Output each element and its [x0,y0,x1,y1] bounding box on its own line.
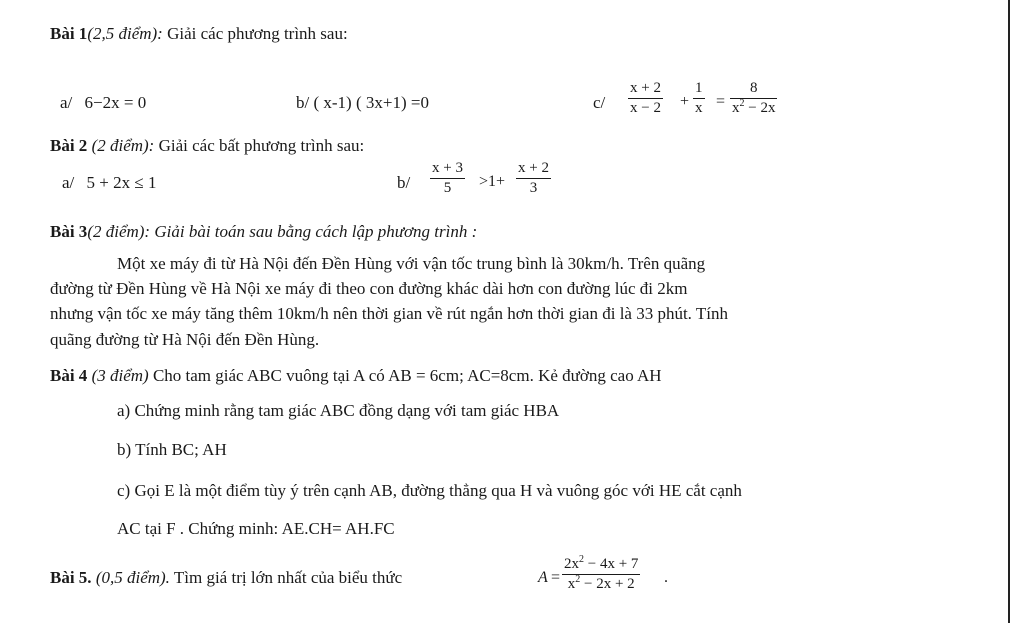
fraction-bar [693,98,705,99]
bai1-c-fraction-3 [730,80,777,117]
bai2-a [62,173,156,193]
bai3-heading-italic: (2 điểm): Giải bài toán sau bằng cách lập phương trình : [87,222,478,241]
bai4-part-a: a) Chứng minh rằng tam giác ABC đồng dạng với tam giác HBA [117,401,560,420]
bai2-b-f2-denominator: 3 [529,180,538,196]
bai4-part-c-line-2: AC tại F . Chứng minh: AE.CH= AH.FC [117,519,395,538]
fraction-bar [730,98,777,99]
fraction-bar [430,178,465,179]
bai1-b [296,93,429,113]
bai1-c-f2-denominator: x [695,100,703,116]
bai5-lhs: A [538,569,548,586]
bai1-points: (2,5 điểm): [87,24,163,43]
bai1-heading [50,24,348,44]
bai5-fraction [562,556,640,593]
bai3-heading [50,222,477,242]
bai5-num-exponent: 2 [579,554,584,565]
bai2-b-f1-numerator: x + 3 [432,160,463,176]
bai5-denominator [566,576,637,593]
bai1-b-equation: ( x-1) ( 3x+1) =0 [313,93,429,112]
bai5-den-exponent: 2 [575,574,581,585]
bai3-label: Bài 3 [50,222,88,241]
bai2-points: (2 điểm): [91,136,155,155]
page-edge-rule [1008,0,1010,623]
bai4-part-c-line-1: c) Gọi E là một điểm tùy ý trên cạnh AB, đường thẳng qua H và vuông góc với HE cắt cạnh [117,481,742,500]
bai5-numerator [562,556,640,573]
bai5-equals: = [551,569,561,586]
bai1-instruction: Giải các phương trình sau: [162,24,348,43]
bai2-instruction: Giải các bất phương trình sau: [154,136,365,155]
bai3-line-4: quãng đường từ Hà Nội đến Đền Hùng. [50,330,320,349]
bai4-intro: Cho tam giác ABC vuông tại A có AB = 6cm; AC=8cm. Kẻ đường cao AH [148,366,662,385]
bai1-c-f3-den-exponent: 2 [739,98,745,109]
bai1-c-f1-numerator: x + 2 [630,80,661,96]
bai2-a-label: a/ [62,173,75,192]
bai1-c-fraction-1 [628,80,663,117]
bai5-den-a: x [567,576,576,592]
bai2-b-fraction-1 [430,160,465,197]
bai2-heading [50,136,364,156]
bai4-label: Bài 4 [50,366,88,385]
bai1-c-f3-numerator: 8 [749,80,758,96]
bai2-b-f2-numerator: x + 2 [518,160,549,176]
bai1-a [60,93,146,113]
bai5-num-rest: − 4x + 7 [584,556,639,572]
fraction-bar [516,178,551,179]
bai1-c-fraction-2 [693,80,705,117]
bai5-heading [50,568,402,588]
bai5-label: Bài 5. [50,568,92,587]
bai1-b-label: b/ [296,93,310,112]
bai1-c-f3-denominator [730,100,777,117]
bai2-b-label: b/ [397,173,411,192]
bai2-b-f1-denominator: 5 [443,180,452,196]
bai3-line-1: Một xe máy đi từ Hà Nội đến Đền Hùng với vận tốc trung bình là 30km/h. Trên quãng [117,254,706,273]
bai2-a-inequality: 5 + 2x ≤ 1 [86,173,157,192]
bai4-part-b: b) Tính BC; AH [117,440,227,459]
bai1-c-plus: + [680,93,690,110]
bai1-a-label: a/ [60,93,73,112]
bai1-c-f3-den-base: x [732,100,740,116]
bai1-c-label: c/ [593,93,606,112]
bai1-c-f1-denominator: x − 2 [630,100,661,116]
bai3-line-2: đường từ Đền Hùng về Hà Nội xe máy đi theo con đường khác dài hơn con đường lúc đi 2km [50,279,688,298]
bai1-c-f3-den-rest: − 2x [744,100,776,116]
bai2-label: Bài 2 [50,136,88,155]
bai5-den-rest: − 2x + 2 [580,576,635,592]
fraction-bar [562,574,640,575]
bai1-a-equation: 6−2x = 0 [84,93,147,112]
bai1-c-equals: = [716,93,726,110]
bai4-points: (3 điểm) [87,366,149,385]
bai5-num-a: 2x [564,556,579,572]
bai5-points: (0,5 điểm). [91,568,170,587]
bai4-heading [50,366,662,386]
fraction-bar [628,98,663,99]
bai2-b-fraction-2 [516,160,551,197]
bai1-label: Bài 1 [50,24,88,43]
bai2-b-gt-one-plus: >1+ [479,173,506,190]
bai3-line-3: nhưng vận tốc xe máy tăng thêm 10km/h nên thời gian về rút ngắn hơn thời gian đi là 33 phút. Tính [50,304,728,323]
bai1-c-f2-numerator: 1 [695,80,703,96]
bai5-end-period: . [664,569,668,586]
bai5-text: Tìm giá trị lớn nhất của biểu thức [169,568,403,587]
